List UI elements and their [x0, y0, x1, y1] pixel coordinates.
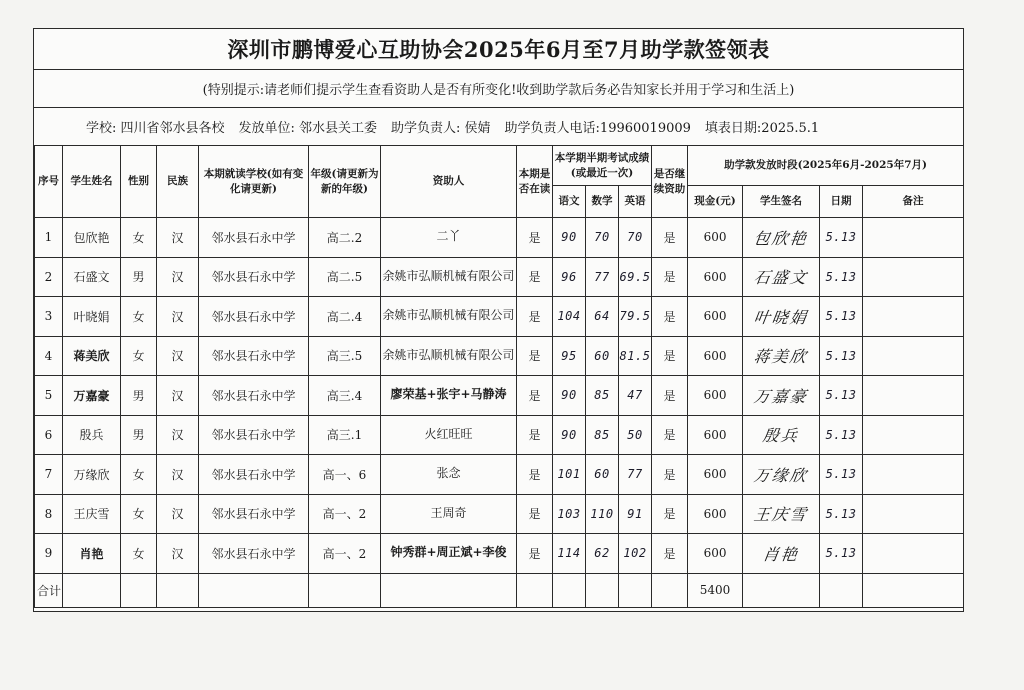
enrolled: 是: [517, 257, 553, 297]
school: 邻水县石永中学: [199, 257, 309, 297]
score-english: 69.5: [619, 257, 652, 297]
school: 邻水县石永中学: [199, 336, 309, 376]
continue: 是: [652, 297, 688, 337]
score-chinese: 95: [553, 336, 586, 376]
score-math: 64: [586, 297, 619, 337]
remark: [863, 415, 964, 455]
student-name: 殷兵: [63, 415, 121, 455]
cash: 600: [688, 257, 743, 297]
sign-date: 5.13: [820, 257, 863, 297]
sponsor: 张念: [381, 455, 517, 495]
total-label: 合计: [35, 573, 63, 607]
ethnic: 汉: [157, 218, 199, 258]
gender: 女: [121, 455, 157, 495]
sign-date: 5.13: [820, 376, 863, 416]
remark: [863, 455, 964, 495]
grade: 高二.5: [309, 257, 381, 297]
header-no: 序号: [35, 146, 63, 218]
header-enrolled: 本期是否在读: [517, 146, 553, 218]
ethnic: 汉: [157, 534, 199, 574]
header-cash: 现金(元): [688, 186, 743, 218]
table-row: [35, 257, 964, 297]
student-signature: [743, 257, 820, 297]
gender: 女: [121, 494, 157, 534]
info-date: 填表日期:2025.5.1: [704, 120, 820, 136]
sponsor: 余姚市弘顺机械有限公司: [381, 257, 517, 297]
score-english: 79.5: [619, 297, 652, 337]
signature-mark: 肖艳: [761, 544, 801, 564]
enrolled: 是: [517, 534, 553, 574]
score-english: 91: [619, 494, 652, 534]
row-no: 2: [35, 257, 63, 297]
score-math: 60: [586, 336, 619, 376]
score-chinese: 104: [553, 297, 586, 337]
header-gender: 性别: [121, 146, 157, 218]
sponsor: 钟秀群+周正斌+李俊: [381, 534, 517, 574]
cash: 600: [688, 534, 743, 574]
header-sponsor: 资助人: [381, 146, 517, 218]
header-chinese: 语文: [553, 186, 586, 218]
continue: 是: [652, 455, 688, 495]
score-english: 47: [619, 376, 652, 416]
ethnic: 汉: [157, 257, 199, 297]
student-name: 石盛文: [63, 257, 121, 297]
table-row: [35, 534, 964, 574]
enrolled: 是: [517, 297, 553, 337]
remark: [863, 534, 964, 574]
sponsor: 王周奇: [381, 494, 517, 534]
table-row: [35, 297, 964, 337]
signature-mark: 石盛文: [752, 268, 810, 288]
score-english: 70: [619, 218, 652, 258]
row-no: 3: [35, 297, 63, 337]
sponsor: 二丫: [381, 218, 517, 258]
enrolled: 是: [517, 415, 553, 455]
grade: 高二.4: [309, 297, 381, 337]
special-notice: (特别提示:请老师们提示学生查看资助人是否有所变化!收到助学款后务必告知家长并用于学习和生活上): [34, 69, 963, 108]
student-signature: [743, 534, 820, 574]
cash: 600: [688, 376, 743, 416]
total-row: [35, 573, 964, 607]
table-row: [35, 376, 964, 416]
sponsor: 火红旺旺: [381, 415, 517, 455]
cash: 600: [688, 455, 743, 495]
sign-date: 5.13: [820, 415, 863, 455]
table-body: [35, 218, 964, 574]
header-signature: 学生签名: [743, 186, 820, 218]
score-english: 50: [619, 415, 652, 455]
signature-mark: 万缘欣: [752, 465, 810, 485]
remark: [863, 297, 964, 337]
row-no: 7: [35, 455, 63, 495]
continue: 是: [652, 376, 688, 416]
student-name: 叶晓娟: [63, 297, 121, 337]
header-scores: 本学期半期考试成绩(或最近一次): [553, 146, 652, 186]
header-row-1: [35, 146, 964, 186]
continue: 是: [652, 257, 688, 297]
grade: 高三.5: [309, 336, 381, 376]
remark: [863, 376, 964, 416]
grade: 高三.1: [309, 415, 381, 455]
student-table: [34, 145, 964, 608]
student-name: 万缘欣: [63, 455, 121, 495]
ethnic: 汉: [157, 336, 199, 376]
student-name: 万嘉豪: [63, 376, 121, 416]
table-row: [35, 494, 964, 534]
header-sign-date: 日期: [820, 186, 863, 218]
table-row: [35, 415, 964, 455]
student-signature: [743, 415, 820, 455]
student-signature: [743, 494, 820, 534]
header-school: 本期就读学校(如有变化请更新): [199, 146, 309, 218]
continue: 是: [652, 494, 688, 534]
enrolled: 是: [517, 494, 553, 534]
remark: [863, 218, 964, 258]
grade: 高一、2: [309, 494, 381, 534]
grade: 高一、6: [309, 455, 381, 495]
header-continue: 是否继续资助: [652, 146, 688, 218]
header-ethnic: 民族: [157, 146, 199, 218]
gender: 女: [121, 336, 157, 376]
remark: [863, 336, 964, 376]
student-name: 包欣艳: [63, 218, 121, 258]
gender: 女: [121, 534, 157, 574]
score-chinese: 103: [553, 494, 586, 534]
header-math: 数学: [586, 186, 619, 218]
header-english: 英语: [619, 186, 652, 218]
sign-date: 5.13: [820, 297, 863, 337]
signature-mark: 殷兵: [761, 426, 801, 446]
gender: 男: [121, 257, 157, 297]
ethnic: 汉: [157, 455, 199, 495]
signature-mark: 万嘉豪: [752, 386, 810, 406]
row-no: 1: [35, 218, 63, 258]
enrolled: 是: [517, 336, 553, 376]
grade: 高一、2: [309, 534, 381, 574]
signature-mark: 叶晓娟: [752, 307, 810, 327]
cash: 600: [688, 415, 743, 455]
header-remark: 备注: [863, 186, 964, 218]
enrolled: 是: [517, 218, 553, 258]
ethnic: 汉: [157, 415, 199, 455]
score-math: 62: [586, 534, 619, 574]
student-signature: [743, 376, 820, 416]
cash: 600: [688, 336, 743, 376]
school: 邻水县石永中学: [199, 494, 309, 534]
table-row: [35, 218, 964, 258]
student-signature: [743, 336, 820, 376]
signature-mark: 包欣艳: [752, 228, 810, 248]
cash: 600: [688, 297, 743, 337]
row-no: 9: [35, 534, 63, 574]
table-row: [35, 336, 964, 376]
continue: 是: [652, 218, 688, 258]
gender: 女: [121, 297, 157, 337]
cash: 600: [688, 494, 743, 534]
sign-date: 5.13: [820, 218, 863, 258]
enrolled: 是: [517, 376, 553, 416]
sponsor: 余姚市弘顺机械有限公司: [381, 297, 517, 337]
score-english: 81.5: [619, 336, 652, 376]
school: 邻水县石永中学: [199, 297, 309, 337]
score-math: 70: [586, 218, 619, 258]
grade: 高二.2: [309, 218, 381, 258]
row-no: 4: [35, 336, 63, 376]
sponsor: 廖荣基+张宇+马静涛: [381, 376, 517, 416]
student-signature: [743, 297, 820, 337]
score-chinese: 96: [553, 257, 586, 297]
score-math: 110: [586, 494, 619, 534]
sponsor: 余姚市弘顺机械有限公司: [381, 336, 517, 376]
header-name: 学生姓名: [63, 146, 121, 218]
student-name: 肖艳: [63, 534, 121, 574]
gender: 女: [121, 218, 157, 258]
remark: [863, 494, 964, 534]
header-period: 助学款发放时段(2025年6月-2025年7月): [688, 146, 964, 186]
sign-date: 5.13: [820, 534, 863, 574]
score-math: 60: [586, 455, 619, 495]
total-cash: 5400: [688, 573, 743, 607]
score-math: 85: [586, 376, 619, 416]
sign-date: 5.13: [820, 494, 863, 534]
school: 邻水县石永中学: [199, 534, 309, 574]
header-grade: 年级(请更新为新的年级): [309, 146, 381, 218]
continue: 是: [652, 336, 688, 376]
ethnic: 汉: [157, 297, 199, 337]
ethnic: 汉: [157, 494, 199, 534]
info-person: 助学负责人: 侯婧: [391, 120, 491, 136]
info-school: 学校: 四川省邻水县各校: [86, 120, 225, 136]
score-chinese: 90: [553, 218, 586, 258]
school: 邻水县石永中学: [199, 415, 309, 455]
gender: 男: [121, 376, 157, 416]
score-chinese: 101: [553, 455, 586, 495]
school: 邻水县石永中学: [199, 218, 309, 258]
sign-date: 5.13: [820, 455, 863, 495]
info-line: [34, 107, 963, 146]
row-no: 6: [35, 415, 63, 455]
student-name: 蒋美欣: [63, 336, 121, 376]
continue: 是: [652, 415, 688, 455]
signature-mark: 蒋美欣: [752, 347, 810, 367]
info-issuer: 发放单位: 邻水县关工委: [238, 120, 378, 136]
gender: 男: [121, 415, 157, 455]
row-no: 8: [35, 494, 63, 534]
score-math: 85: [586, 415, 619, 455]
sheet-title: 深圳市鹏博爱心互助协会2025年6月至7月助学款签领表: [34, 29, 963, 70]
score-chinese: 90: [553, 415, 586, 455]
row-no: 5: [35, 376, 63, 416]
info-phone: 助学负责人电话:19960019009: [504, 120, 691, 136]
student-signature: [743, 455, 820, 495]
table-row: [35, 455, 964, 495]
sign-date: 5.13: [820, 336, 863, 376]
school: 邻水县石永中学: [199, 376, 309, 416]
remark: [863, 257, 964, 297]
grade: 高三.4: [309, 376, 381, 416]
score-chinese: 114: [553, 534, 586, 574]
ethnic: 汉: [157, 376, 199, 416]
cash: 600: [688, 218, 743, 258]
school: 邻水县石永中学: [199, 455, 309, 495]
student-name: 王庆雪: [63, 494, 121, 534]
score-chinese: 90: [553, 376, 586, 416]
score-math: 77: [586, 257, 619, 297]
signature-mark: 王庆雪: [752, 505, 810, 525]
sign-sheet: [33, 28, 964, 612]
score-english: 77: [619, 455, 652, 495]
continue: 是: [652, 534, 688, 574]
score-english: 102: [619, 534, 652, 574]
enrolled: 是: [517, 455, 553, 495]
student-signature: [743, 218, 820, 258]
